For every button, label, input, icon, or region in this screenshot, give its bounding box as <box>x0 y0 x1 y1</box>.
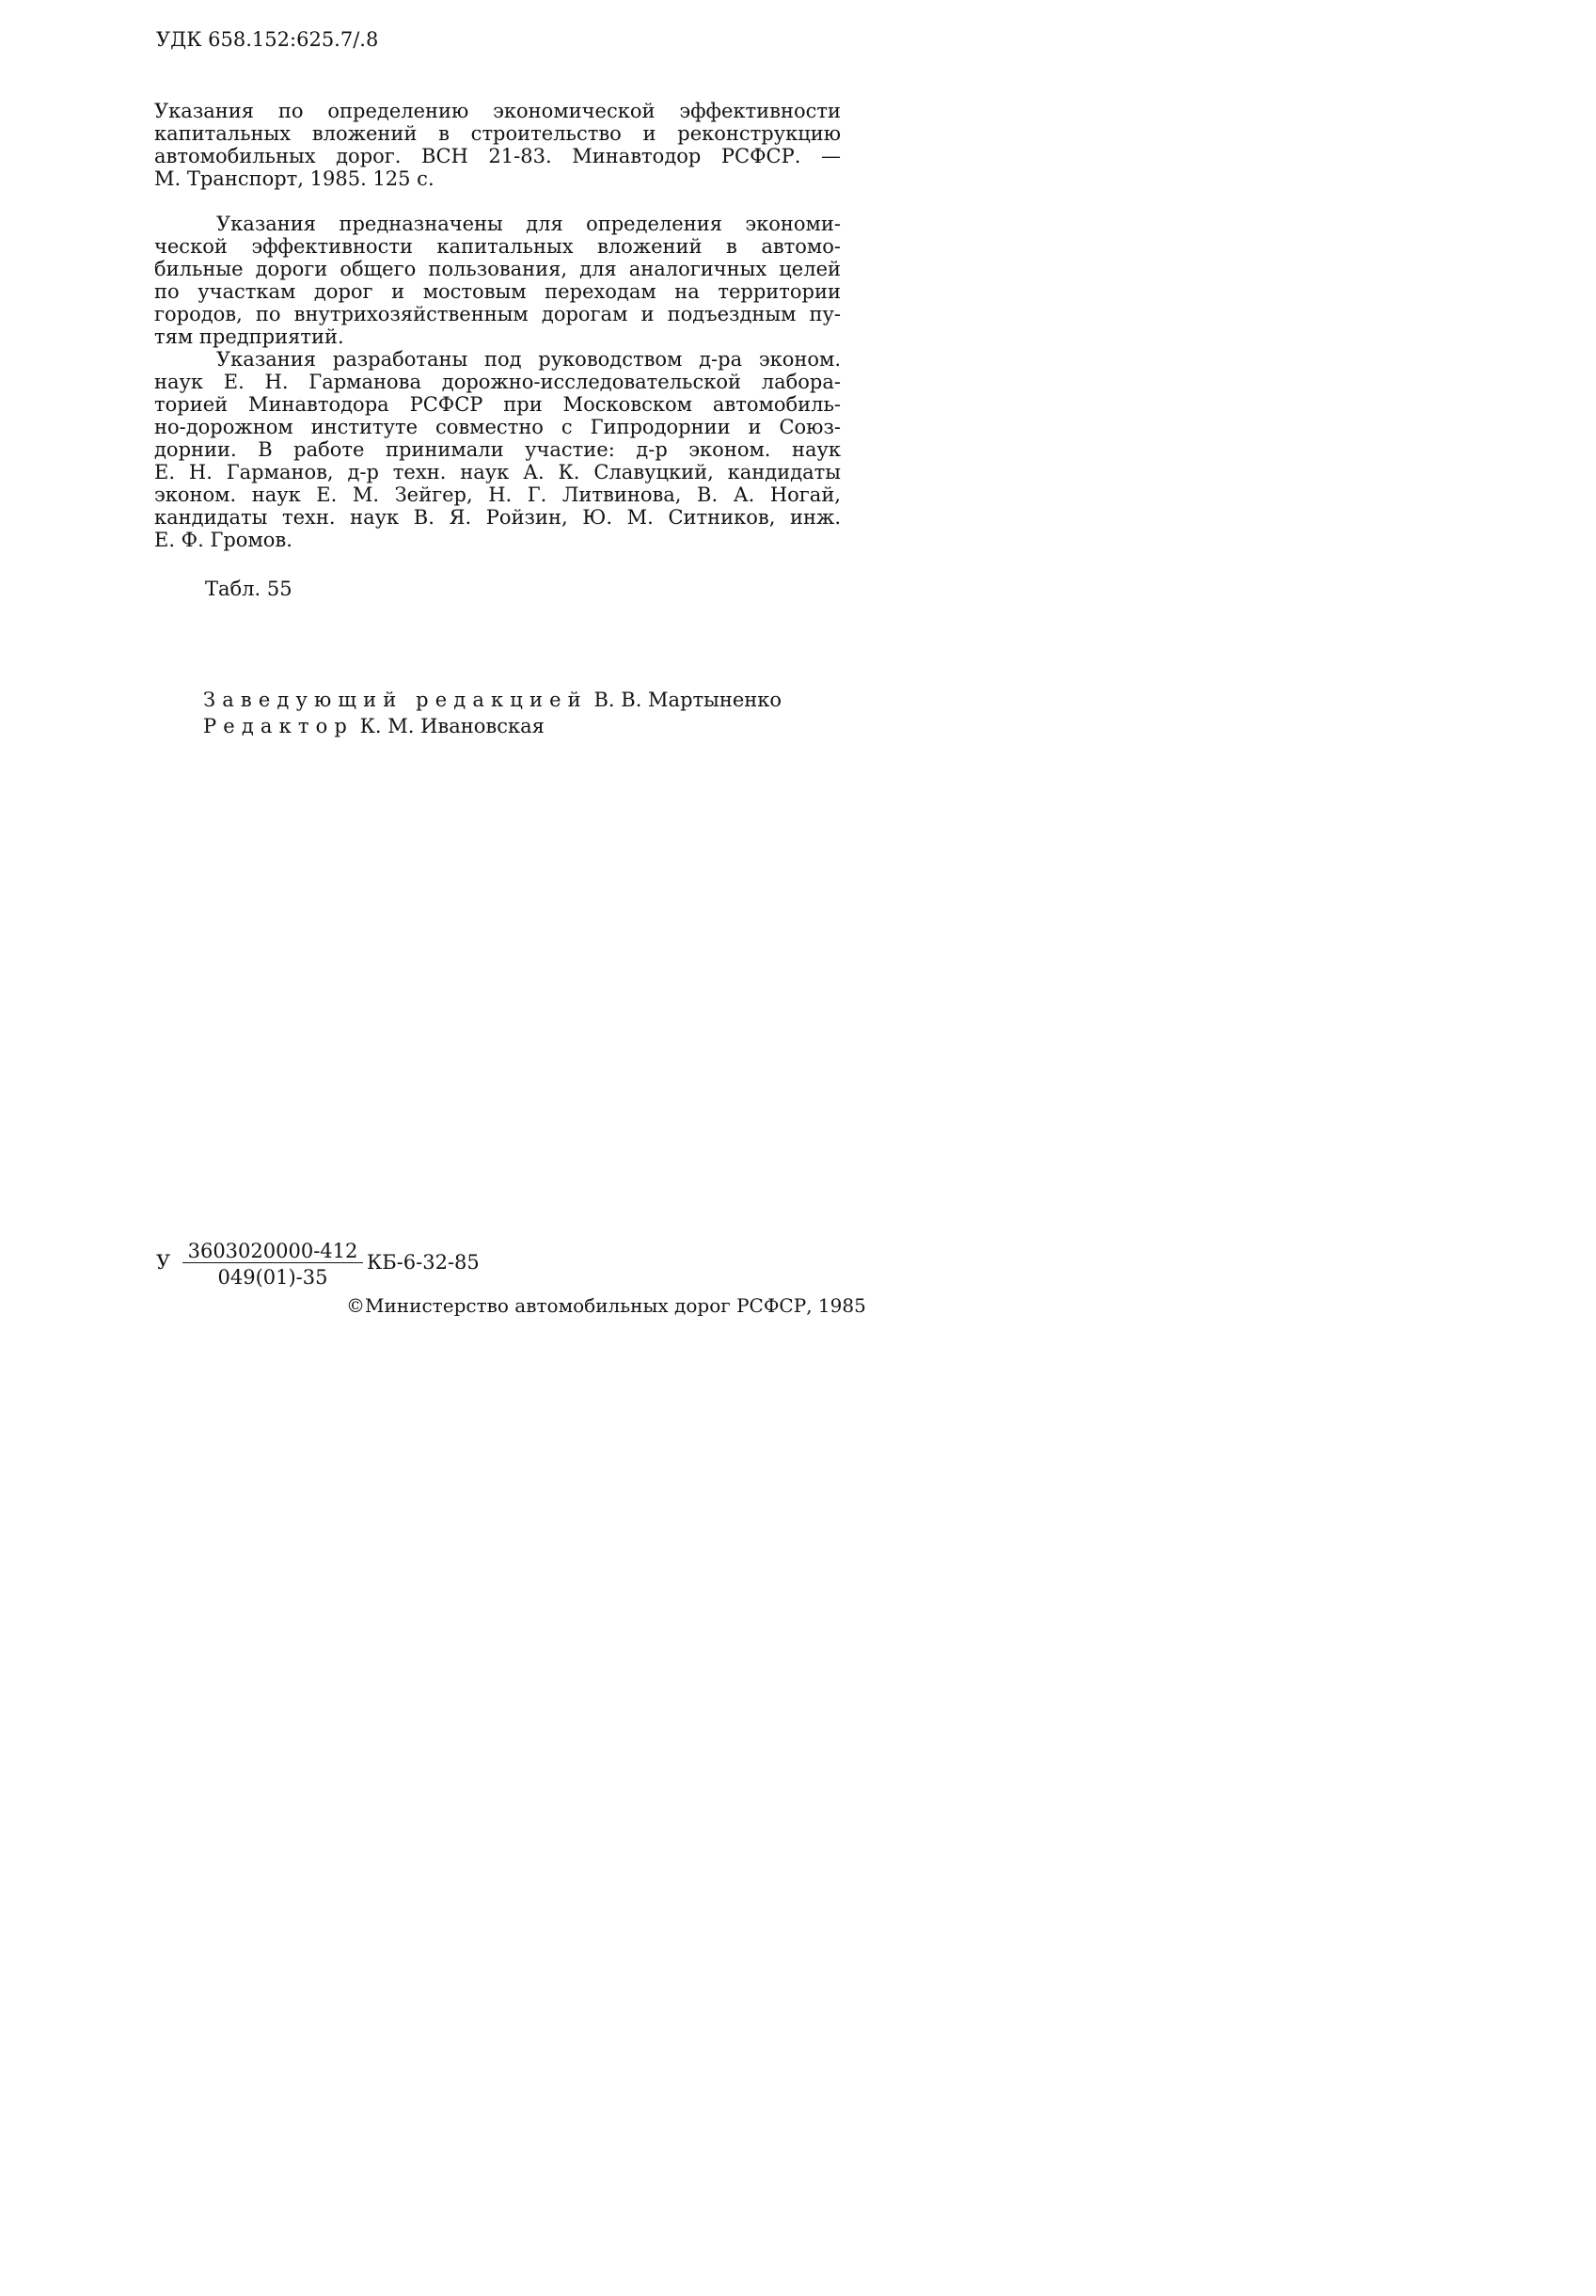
abstract-line: дорнии. В работе принимали участие: д-р эконом. наук <box>154 438 841 461</box>
abstract-line: кандидаты техн. наук В. Я. Ройзин, Ю. М. Ситников, инж. <box>154 506 841 529</box>
catalog-code <box>156 1240 504 1296</box>
tables-count: Табл. 55 <box>205 578 292 600</box>
catalog-prefix: У <box>156 1251 171 1274</box>
udc-code: УДК 658.152:625.7/.8 <box>156 28 379 51</box>
credit-role: Заведующий редакцией <box>203 689 588 711</box>
abstract-line: бильные дороги общего пользования, для аналогичных целей <box>154 258 841 280</box>
catalog-denominator: 049(01)-35 <box>217 1266 328 1289</box>
credit-editor <box>203 715 545 737</box>
citation-line: капитальных вложений в строительство и реконструкцию <box>154 122 841 145</box>
catalog-numerator: 3603020000-412 <box>182 1240 363 1263</box>
credit-head-editor <box>203 689 782 711</box>
abstract-line: ческой эффективности капитальных вложений в автомо- <box>154 235 841 258</box>
abstract-line: но-дорожном институте совместно с Гипродорнии и Союз- <box>154 416 841 438</box>
credit-role: Редактор <box>203 715 354 737</box>
abstract-line: Е. Ф. Громов. <box>154 529 292 551</box>
abstract-line: тям предприятий. <box>154 325 344 348</box>
copyright-line: ©Министерство автомобильных дорог РСФСР, 1985 <box>346 1294 866 1317</box>
credit-name: В. В. Мартыненко <box>593 689 782 711</box>
abstract-line: эконом. наук Е. М. Зейгер, Н. Г. Литвинова, В. А. Ногай, <box>154 483 841 506</box>
abstract-line: Указания предназначены для определения экономи- <box>216 213 841 235</box>
abstract-line: торией Минавтодора РСФСР при Московском автомобиль- <box>154 393 841 416</box>
abstract-line: Е. Н. Гарманов, д-р техн. наук А. К. Славуцкий, кандидаты <box>154 461 841 483</box>
catalog-suffix: КБ-6-32-85 <box>367 1251 480 1274</box>
citation-line: Указания по определению экономической эффективности <box>154 100 841 122</box>
citation-line: М. Транспорт, 1985. 125 с. <box>154 167 435 190</box>
abstract-line: по участкам дорог и мостовым переходам на территории <box>154 280 841 303</box>
abstract-line: городов, по внутрихозяйственным дорогам и подъездным пу- <box>154 303 841 325</box>
document-page <box>0 0 1023 1469</box>
citation-line: автомобильных дорог. ВСН 21-83. Минавтодор РСФСР. — <box>154 145 841 167</box>
credit-name: К. М. Ивановская <box>359 715 545 737</box>
abstract-line: Указания разработаны под руководством д-ра эконом. <box>216 348 841 371</box>
abstract-line: наук Е. Н. Гарманова дорожно-исследовательской лабора- <box>154 371 841 393</box>
